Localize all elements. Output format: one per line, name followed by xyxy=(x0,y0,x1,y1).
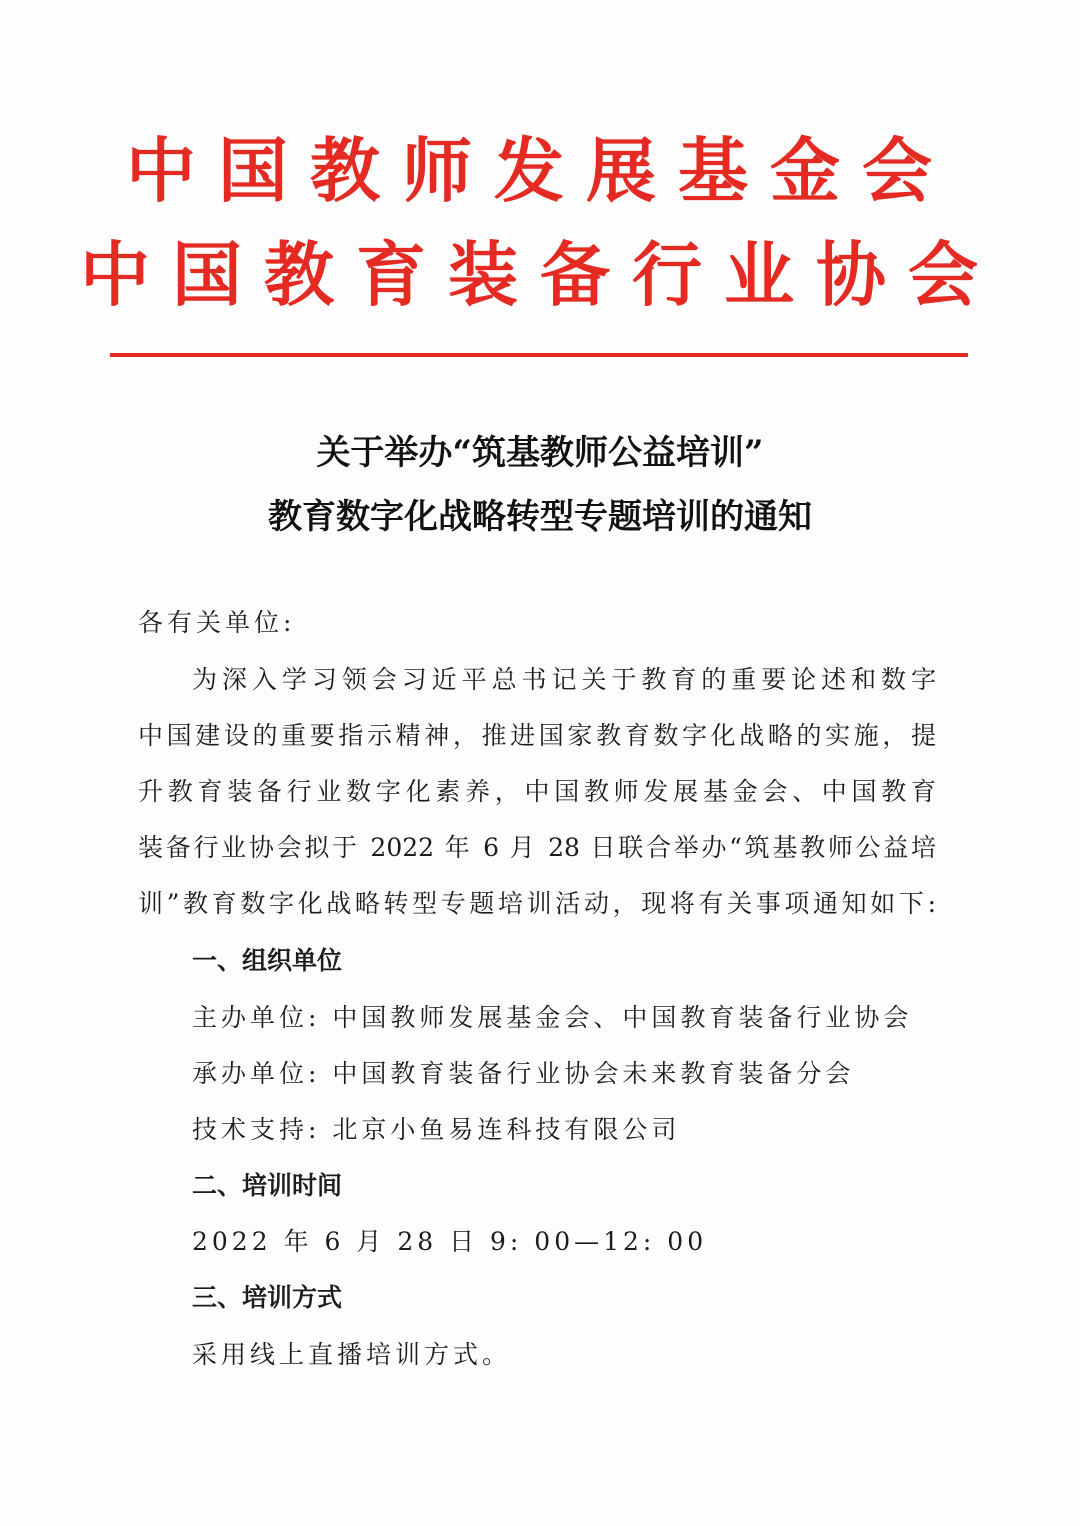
red-divider-rule xyxy=(110,353,968,357)
title-line-1: 关于举办“筑基教师公益培训” xyxy=(316,433,764,473)
intro-line-4: 装备行业协会拟于 2022 年 6 月 28 日联合举办“筑基教师公益培 xyxy=(138,833,936,862)
intro-line-1: 为深入学习领会习近平总书记关于教育的重要论述和数字 xyxy=(192,665,936,694)
section-heading-time: 二、培训时间 xyxy=(192,1171,343,1200)
section-heading-organizer: 一、组织单位 xyxy=(192,946,343,975)
training-time-value: 2022 年 6 月 28 日 9: 00—12: 00 xyxy=(192,1227,708,1256)
letterhead-line-1: 中国教师发展基金会 xyxy=(126,130,954,212)
section-heading-method: 三、培训方式 xyxy=(192,1283,343,1312)
intro-line-5: 训”教育数字化战略转型专题培训活动，现将有关事项通知如下: xyxy=(138,889,936,918)
title-line-2: 教育数字化战略转型专题培训的通知 xyxy=(268,497,812,537)
organizer-undertaker: 承办单位: 中国教育装备行业协会未来教育装备分会 xyxy=(192,1059,855,1088)
organizer-tech-support: 技术支持: 北京小鱼易连科技有限公司 xyxy=(192,1115,681,1144)
intro-line-2: 中国建设的重要指示精神，推进国家教育数字化战略的实施，提 xyxy=(138,721,936,750)
salutation: 各有关单位: xyxy=(138,608,296,637)
intro-line-3: 升教育装备行业数字化素养，中国教师发展基金会、中国教育 xyxy=(138,777,936,806)
letterhead-line-2: 中国教育装备行业协会 xyxy=(80,234,1000,316)
organizer-host: 主办单位: 中国教师发展基金会、中国教育装备行业协会 xyxy=(192,1003,913,1032)
training-method-value: 采用线上直播培训方式。 xyxy=(192,1340,512,1369)
